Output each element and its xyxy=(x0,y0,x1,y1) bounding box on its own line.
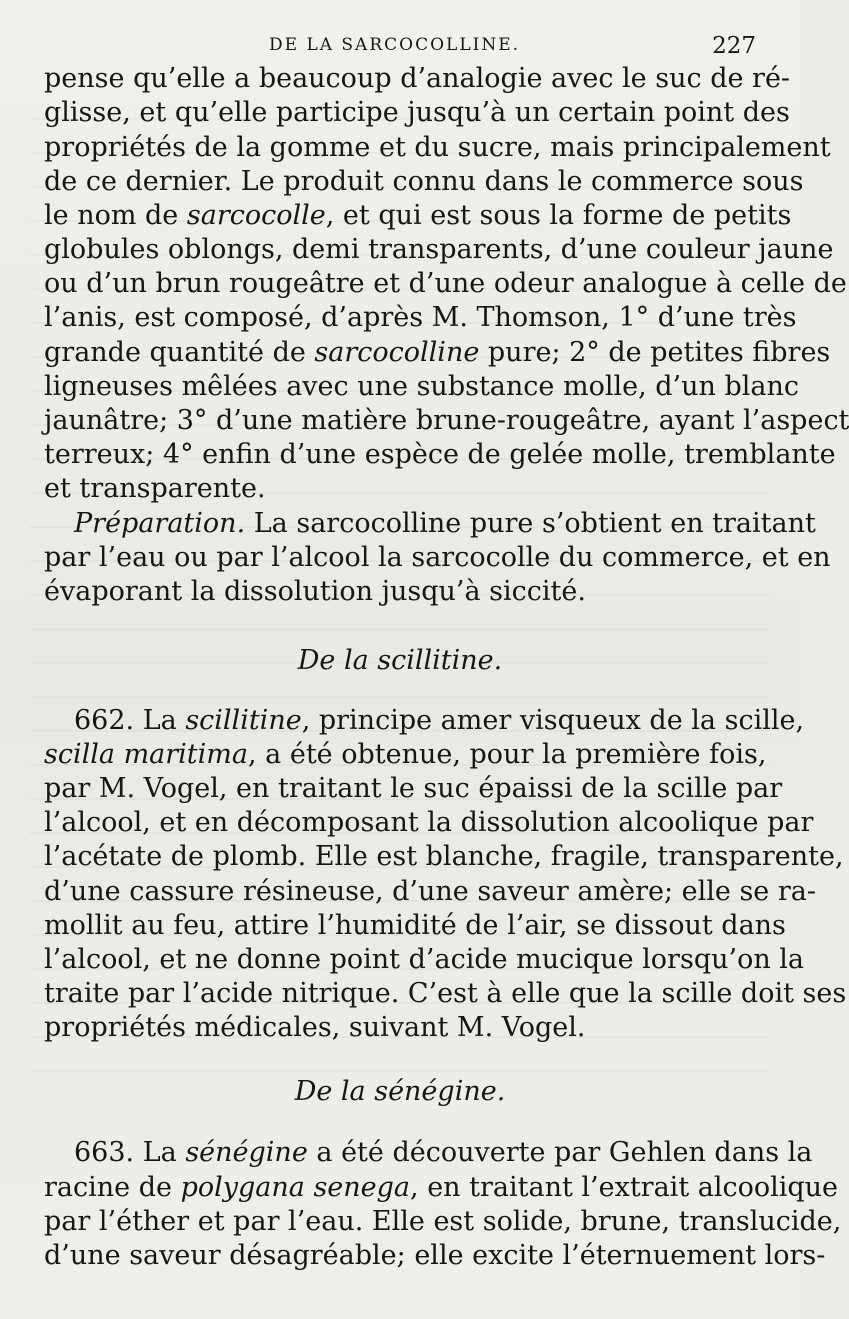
italic-term: sénégine xyxy=(185,1137,308,1168)
text-line: 662. La scillitine, principe amer visqueux de la scille, xyxy=(74,705,805,736)
text-line: propriétés de la gomme et du sucre, mais principalement xyxy=(44,132,831,163)
text-line: Préparation. La sarcocolline pure s’obtient en traitant xyxy=(74,508,816,539)
text-line: racine de polygana senega, en traitant l’extrait alcoolique xyxy=(44,1172,839,1203)
text-line: scilla maritima, a été obtenue, pour la première fois, xyxy=(44,739,767,770)
page-number: 227 xyxy=(712,33,756,59)
text-line: ligneuses mêlées avec une substance molle, d’un blanc xyxy=(44,371,799,402)
italic-term: scillitine xyxy=(185,705,302,736)
running-head: DE LA SARCOCOLLINE. xyxy=(269,35,521,55)
page-header xyxy=(44,33,756,63)
text-line: l’alcool, et ne donne point d’acide mucique lorsqu’on la xyxy=(44,944,805,975)
text-line: l’anis, est composé, d’après M. Thomson, 1° d’une très xyxy=(44,302,797,333)
italic-term: sarcocolline xyxy=(314,337,480,368)
text-line: terreux; 4° enfin d’une espèce de gelée molle, tremblante xyxy=(44,439,836,470)
text-line: mollit au feu, attire l’humidité de l’air, se dissout dans xyxy=(44,910,786,941)
text-line: d’une saveur désagréable; elle excite l’éternuement lors- xyxy=(44,1240,826,1271)
text-line: d’une cassure résineuse, d’une saveur amère; elle se ra- xyxy=(44,876,816,907)
text-line: par l’éther et par l’eau. Elle est solide, brune, translucide, xyxy=(44,1206,842,1237)
text-line: glisse, et qu’elle participe jusqu’à un certain point des xyxy=(44,97,790,128)
text-line: le nom de sarcocolle, et qui est sous la forme de petits xyxy=(44,200,792,231)
italic-term: scilla maritima xyxy=(44,739,248,770)
italic-term: sarcocolle xyxy=(186,200,326,231)
text-line: globules oblongs, demi transparents, d’une couleur jaune xyxy=(44,234,834,265)
text-line: l’acétate de plomb. Elle est blanche, fragile, transparente, xyxy=(44,841,844,872)
text-line: évaporant la dissolution jusqu’à siccité. xyxy=(44,576,586,607)
text-line: l’alcool, et en décomposant la dissolution alcoolique par xyxy=(44,807,814,838)
section-title: De la sénégine. xyxy=(294,1076,506,1107)
text-line: par l’eau ou par l’alcool la sarcocolle du commerce, et en xyxy=(44,542,831,573)
text-line: pense qu’elle a beaucoup d’analogie avec le suc de ré- xyxy=(44,63,791,94)
text-line: ou d’un brun rougeâtre et d’une odeur analogue à celle de xyxy=(44,268,847,299)
text-line: 663. La sénégine a été découverte par Gehlen dans la xyxy=(74,1137,813,1168)
text-line: jaunâtre; 3° d’une matière brune-rougeâtre, ayant l’aspect xyxy=(44,405,849,436)
text-line: de ce dernier. Le produit connu dans le commerce sous xyxy=(44,166,804,197)
text-line: grande quantité de sarcocolline pure; 2° de petites fibres xyxy=(44,337,831,368)
section-title: De la scillitine. xyxy=(297,645,503,676)
italic-term: polygana senega xyxy=(180,1172,411,1203)
text-line: par M. Vogel, en traitant le suc épaissi de la scille par xyxy=(44,773,783,804)
italic-heading: Préparation. xyxy=(74,508,246,539)
text-line: propriétés médicales, suivant M. Vogel. xyxy=(44,1012,586,1043)
text-line: traite par l’acide nitrique. C’est à elle que la scille doit ses xyxy=(44,978,847,1009)
text-line: et transparente. xyxy=(44,473,266,504)
